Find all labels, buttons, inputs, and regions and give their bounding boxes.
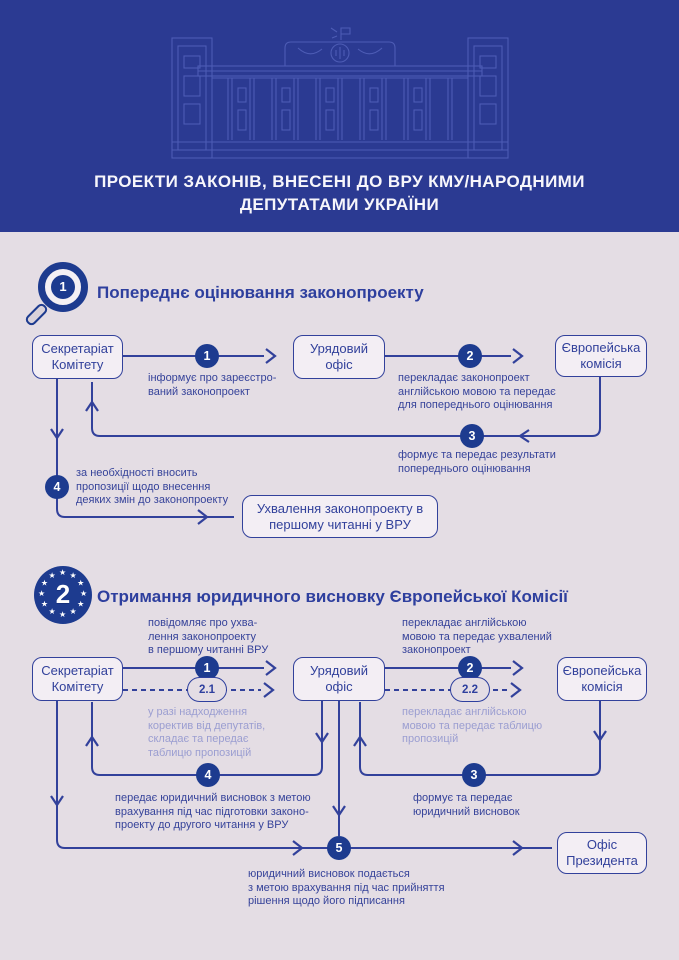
s2-box-president-office xyxy=(557,832,647,874)
s2-step1-caption: повідомляє про ухва- лення законопроекту в першому читанні ВРУ xyxy=(148,617,269,656)
page-title xyxy=(0,170,679,216)
s2-step4-caption: передає юридичний висновок з метою врахування під час підготовки законо- проекту до другого читання у ВРУ xyxy=(115,792,311,831)
section2-title: Отримання юридичного висновку Європейської Комісії xyxy=(97,587,568,606)
header-banner xyxy=(0,0,679,232)
box-label: комісія xyxy=(581,679,623,694)
s2-box-committee-secretariat xyxy=(32,657,123,701)
s1-box-committee-secretariat xyxy=(32,335,123,379)
s1-box-government-office xyxy=(293,335,385,379)
s2-step3-node: 3 xyxy=(462,763,486,787)
box-label: Секретаріат xyxy=(41,341,114,356)
s1-box-first-reading-adoption xyxy=(242,495,438,538)
box-label: Європейська xyxy=(562,663,642,678)
s1-step2-caption: перекладає законопроект англійською мовою та передає для попереднього оцінювання xyxy=(398,372,556,411)
section1-magnifier-icon xyxy=(30,262,92,328)
section1-title: Попереднє оцінювання законопроекту xyxy=(97,283,424,302)
s2-step3-caption: формує та передає юридичний висновок xyxy=(413,792,520,818)
box-label: Офіс xyxy=(586,837,618,852)
s2-step2-caption: перекладає англійською мовою та передає ухвалений законопроект xyxy=(402,617,552,656)
s2-box-government-office xyxy=(293,657,385,701)
page-title-line1: ПРОЕКТИ ЗАКОНІВ, ВНЕСЕНІ ДО ВРУ КМУ/НАРОДНИМИ xyxy=(94,172,585,191)
box-label: Урядовий xyxy=(309,341,369,356)
s2-box-european-commission xyxy=(557,657,647,701)
s1-step4-node: 4 xyxy=(45,475,69,499)
s2-step2-1-node: 2.1 xyxy=(187,677,227,702)
box-label: Європейська xyxy=(561,340,641,355)
s1-step3-node: 3 xyxy=(460,424,484,448)
section2-number-badge: 2 xyxy=(55,579,71,609)
s2-step1-node: 1 xyxy=(195,656,219,680)
parliament-building-illustration xyxy=(170,26,510,168)
box-label: Урядовий xyxy=(309,663,369,678)
box-label: Комітету xyxy=(51,357,104,372)
box-label: офіс xyxy=(325,357,353,372)
s2-step5-caption: юридичний висновок подається з метою врахування під час прийняття рішення щодо його підписання xyxy=(248,868,445,907)
s1-step4-caption: за необхідності вносить пропозиції щодо внесення деяких змін до законопроекту xyxy=(76,467,229,506)
s2-step2-2-caption: перекладає англійською мовою та передає таблицю пропозицій xyxy=(402,706,543,745)
s1-step1-node: 1 xyxy=(195,344,219,368)
s2-step5-node: 5 xyxy=(327,836,351,860)
s2-step2-1-caption: у разі надходження коректив від депутатів, складає та передає таблицю пропозицій xyxy=(148,706,266,759)
section1-number-badge: 1 xyxy=(51,275,75,299)
page-title-line2: ДЕПУТАТАМИ УКРАЇНИ xyxy=(239,195,440,214)
section2-eu-circle-icon xyxy=(34,566,92,624)
box-label: першому читанні у ВРУ xyxy=(269,516,411,532)
s2-step4-node: 4 xyxy=(196,763,220,787)
s2-step2-2-node: 2.2 xyxy=(450,677,490,702)
s1-box-european-commission xyxy=(555,335,647,377)
box-label: Секретаріат xyxy=(41,663,114,678)
s2-step2-node: 2 xyxy=(458,656,482,680)
box-label: комісія xyxy=(580,356,622,371)
box-label: Комітету xyxy=(51,679,104,694)
s1-step3-caption: формує та передає результати попереднього оцінювання xyxy=(398,449,556,475)
box-label: офіс xyxy=(325,679,353,694)
s1-step2-node: 2 xyxy=(458,344,482,368)
s1-step1-caption: інформує про зареєстро- ваний законопроект xyxy=(148,372,277,398)
box-label: Ухвалення законопроекту в xyxy=(256,500,424,516)
box-label: Президента xyxy=(566,853,638,868)
